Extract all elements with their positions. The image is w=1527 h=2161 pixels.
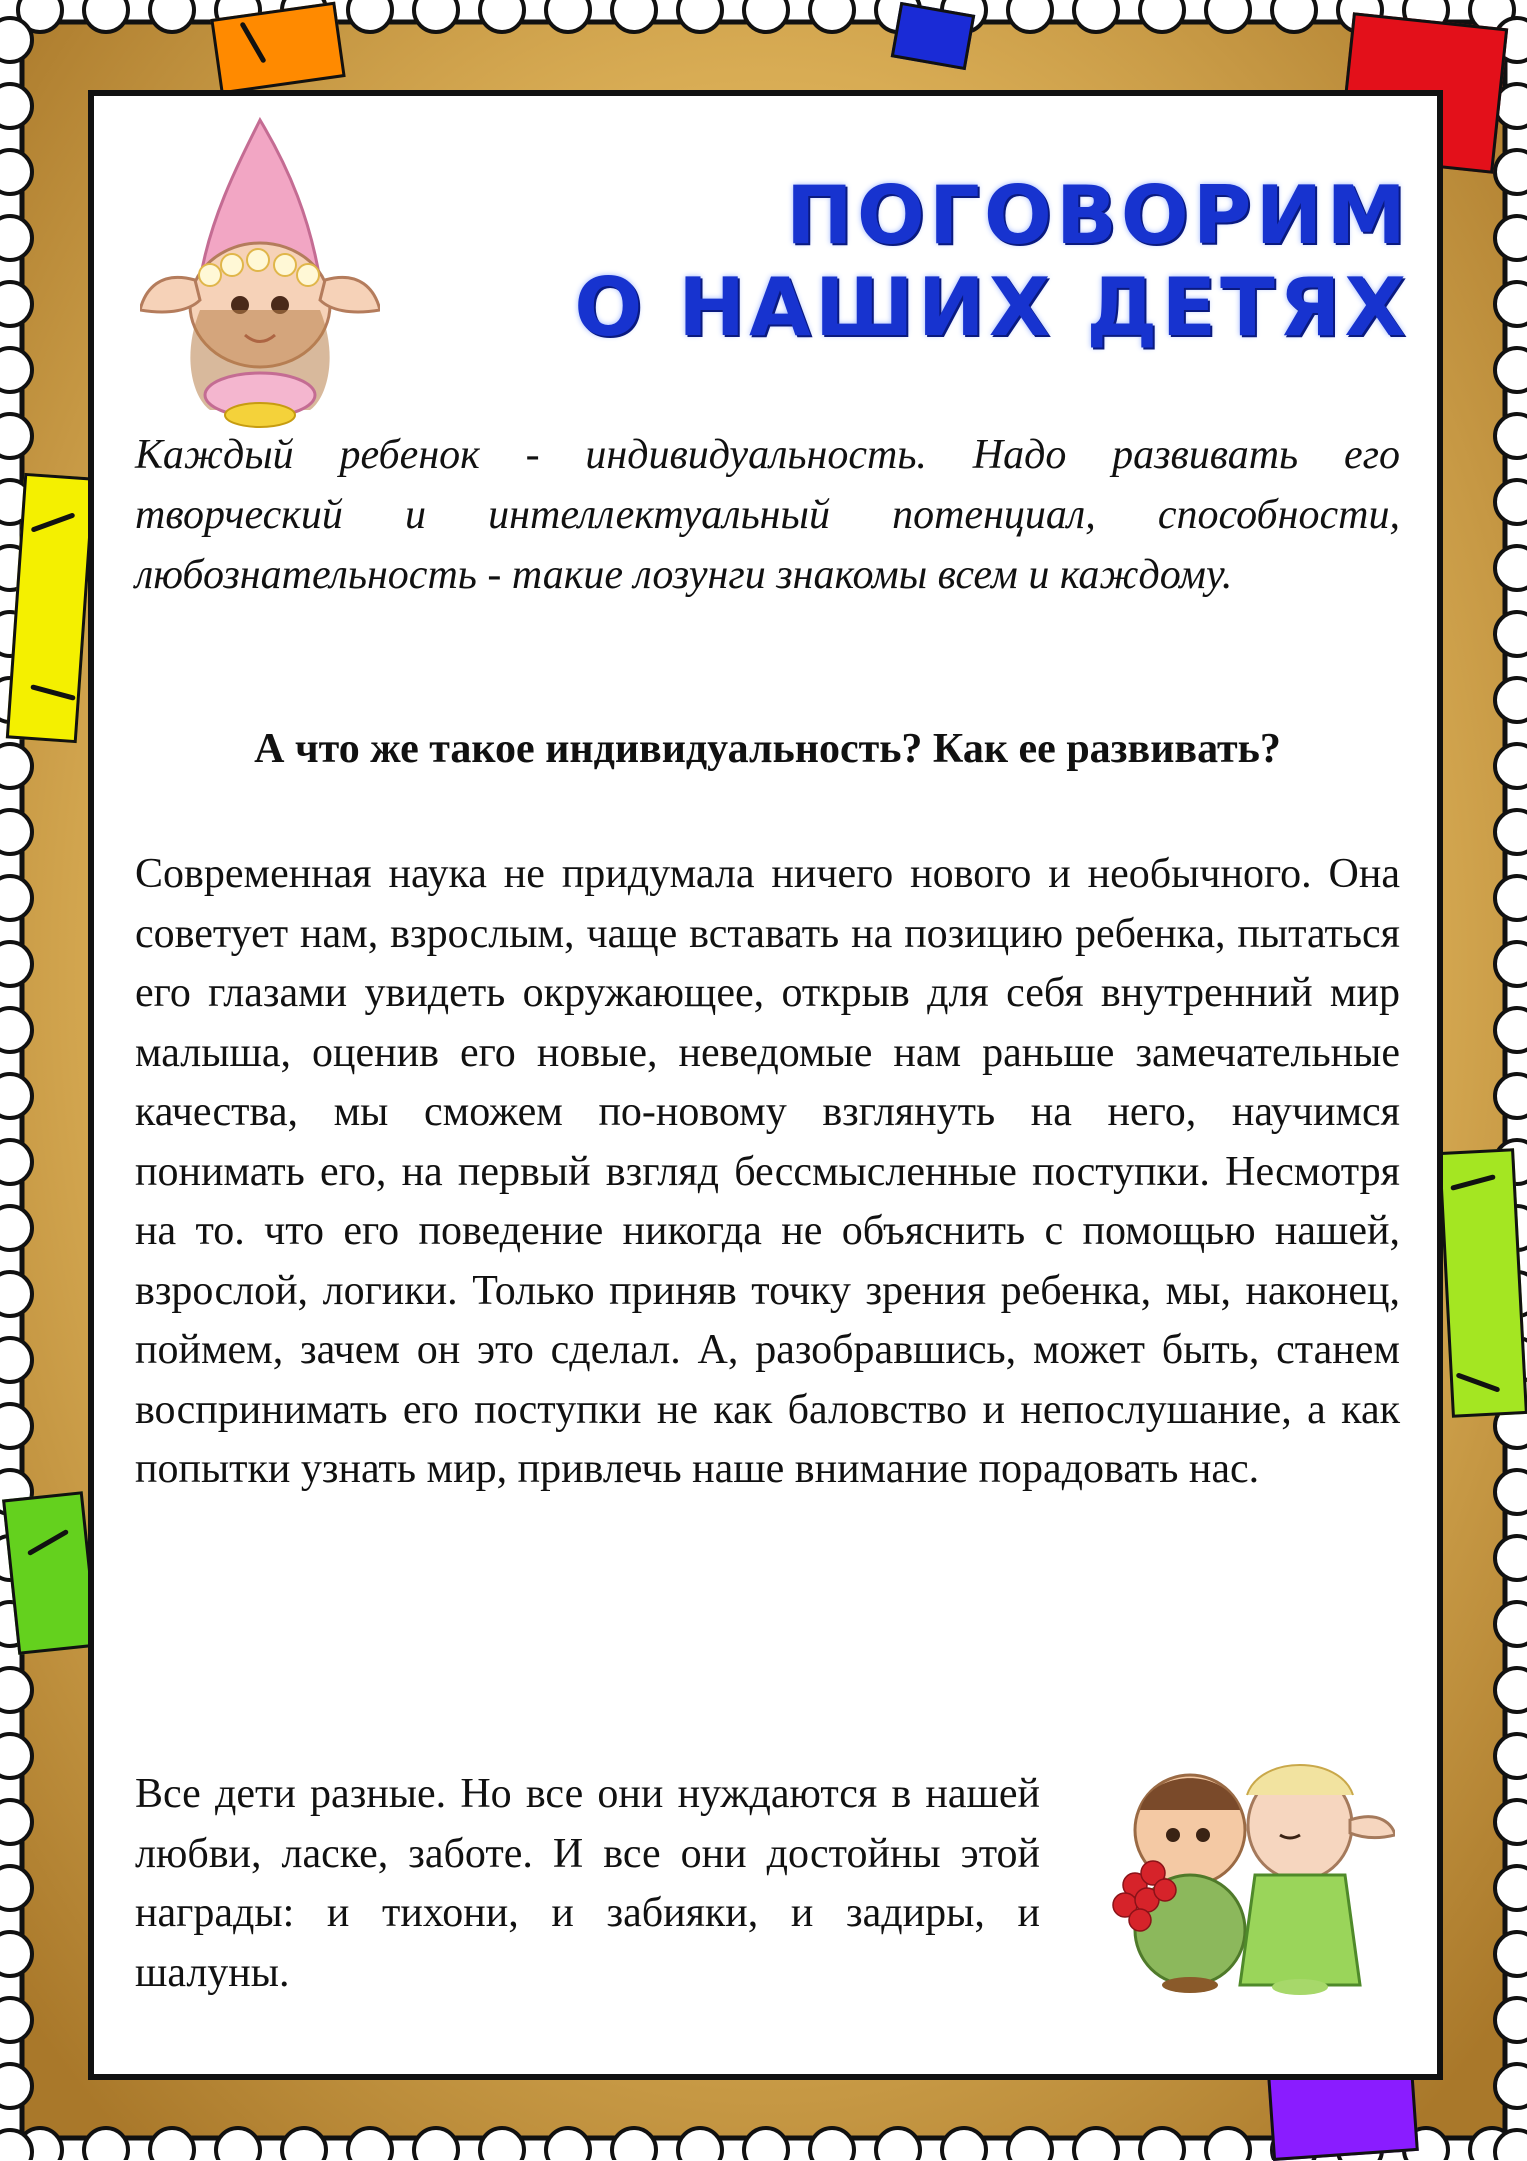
perforation-hole	[348, 0, 392, 32]
perforation-hole	[0, 18, 32, 62]
perforation-hole	[612, 2128, 656, 2160]
perforation-hole	[1008, 0, 1052, 32]
perforation-hole	[1495, 876, 1527, 920]
perforation-hole	[0, 942, 32, 986]
perforation-hole	[480, 0, 524, 32]
perforation-hole	[0, 84, 32, 128]
perforation-hole	[0, 1866, 32, 1910]
perforation-hole	[0, 744, 32, 788]
perforation-hole	[1495, 480, 1527, 524]
perforation-hole	[1074, 2128, 1118, 2160]
perforation-hole	[1495, 2064, 1527, 2108]
perforation-hole	[810, 0, 854, 32]
perforation-hole	[1495, 1536, 1527, 1580]
perforation-hole	[414, 0, 458, 32]
perforation-hole	[678, 0, 722, 32]
perforation-hole	[546, 0, 590, 32]
green-patch	[2, 1491, 99, 1655]
perforation-hole	[1495, 150, 1527, 194]
perforation-hole	[1495, 546, 1527, 590]
closing-paragraph: Все дети разные. Но все они нуждаются в нашей любви, ласке, заботе. И все они достойны этой награды: и тихони, и забияки, и задиры, и шалуны.	[135, 1771, 1040, 1996]
perforation-hole	[0, 1998, 32, 2042]
perforation-hole	[1495, 942, 1527, 986]
perforation-hole	[348, 2128, 392, 2160]
perforation-hole	[0, 1734, 32, 1778]
perforation-hole	[1495, 1734, 1527, 1778]
perforation-hole	[942, 2128, 986, 2160]
perforation-hole	[0, 876, 32, 920]
section-heading: А что же такое индивидуальность? Как ее развивать?	[254, 726, 1281, 772]
perforation-hole	[0, 1206, 32, 1250]
perforation-hole	[1495, 1866, 1527, 1910]
perforation-hole	[1140, 2128, 1184, 2160]
perforation-hole	[216, 2128, 260, 2160]
perforation-hole	[612, 0, 656, 32]
perforation-hole	[150, 0, 194, 32]
perforation-hole	[0, 1140, 32, 1184]
perforation-hole	[0, 1272, 32, 1316]
perforation-hole	[1206, 2128, 1250, 2160]
perforation-hole	[1495, 1074, 1527, 1118]
perforation-hole	[744, 0, 788, 32]
perforation-hole	[0, 1338, 32, 1382]
perforation-hole	[0, 348, 32, 392]
perforation-hole	[678, 2128, 722, 2160]
perforation-hole	[1495, 678, 1527, 722]
perforation-hole	[1495, 1800, 1527, 1844]
perforation-hole	[0, 1932, 32, 1976]
perforation-hole	[1495, 1998, 1527, 2042]
perforation-hole	[0, 216, 32, 260]
perforation-hole	[1495, 1668, 1527, 1712]
perforation-hole	[0, 282, 32, 326]
perforation-hole	[0, 1668, 32, 1712]
perforation-hole	[1495, 216, 1527, 260]
perforation-hole	[0, 1404, 32, 1448]
perforation-hole	[84, 2128, 128, 2160]
perforation-hole	[0, 1800, 32, 1844]
perforation-hole	[84, 0, 128, 32]
perforation-hole	[0, 2064, 32, 2108]
perforation-hole	[0, 1008, 32, 1052]
body-paragraph: Современная наука не придумала ничего нового и необычного. Она советует нам, взрослым, чаще вставать на позицию ребенка, пытаться его глазами увидеть окружающее, открыв для себя внутренний мир малыша, оценив его новые, неведомые нам раньше замечательные качества, мы сможем по-новому взглянуть на него, научимся понимать его, на первый взгляд бессмысленные поступки. Несмотря на то. что его поведение никогда не объяснить с помощью нашей, взрослой, логики. Только приняв точку зрения ребенка, мы, наконец, поймем, зачем он это сделал. А, разобравшись, может быть, станем воспринимать его поступки не как баловство и непослушание, а как попытки узнать мир, привлечь наше внимание порадовать нас.	[135, 851, 1400, 1492]
perforation-hole	[1206, 0, 1250, 32]
perforation-hole	[1495, 1008, 1527, 1052]
perforation-hole	[1495, 612, 1527, 656]
perforation-hole	[1008, 2128, 1052, 2160]
perforation-hole	[1495, 348, 1527, 392]
perforation-hole	[1495, 744, 1527, 788]
perforation-hole	[1272, 0, 1316, 32]
perforation-hole	[414, 2128, 458, 2160]
elf-girl-illustration	[140, 110, 380, 430]
perforation-hole	[0, 810, 32, 854]
perforation-hole	[876, 2128, 920, 2160]
perforation-hole	[546, 2128, 590, 2160]
perforation-hole	[0, 150, 32, 194]
title-line-1: ПОГОВОРИМ	[785, 169, 1410, 262]
perforation-hole	[744, 2128, 788, 2160]
perforation-hole	[810, 2128, 854, 2160]
perforation-hole	[480, 2128, 524, 2160]
title-line-2: О НАШИХ ДЕТЯХ	[574, 261, 1410, 354]
perforation-hole	[1495, 282, 1527, 326]
perforation-hole	[1495, 1470, 1527, 1514]
perforation-hole	[1495, 414, 1527, 458]
perforation-hole	[1495, 810, 1527, 854]
perforation-hole	[1074, 0, 1118, 32]
elf-couple-illustration	[1095, 1755, 1395, 1995]
intro-paragraph: Каждый ребенок - индивидуальность. Надо развивать его творческий и интеллектуальный потенциал, способности, любознательность - такие лозунги знакомы всем и каждому.	[135, 432, 1400, 598]
perforation-hole	[0, 1074, 32, 1118]
perforation-hole	[1495, 1932, 1527, 1976]
perforation-hole	[150, 2128, 194, 2160]
perforation-hole	[1495, 1602, 1527, 1646]
page-title	[460, 170, 1410, 354]
perforation-hole	[1140, 0, 1184, 32]
perforation-hole	[0, 414, 32, 458]
perforation-hole	[282, 2128, 326, 2160]
